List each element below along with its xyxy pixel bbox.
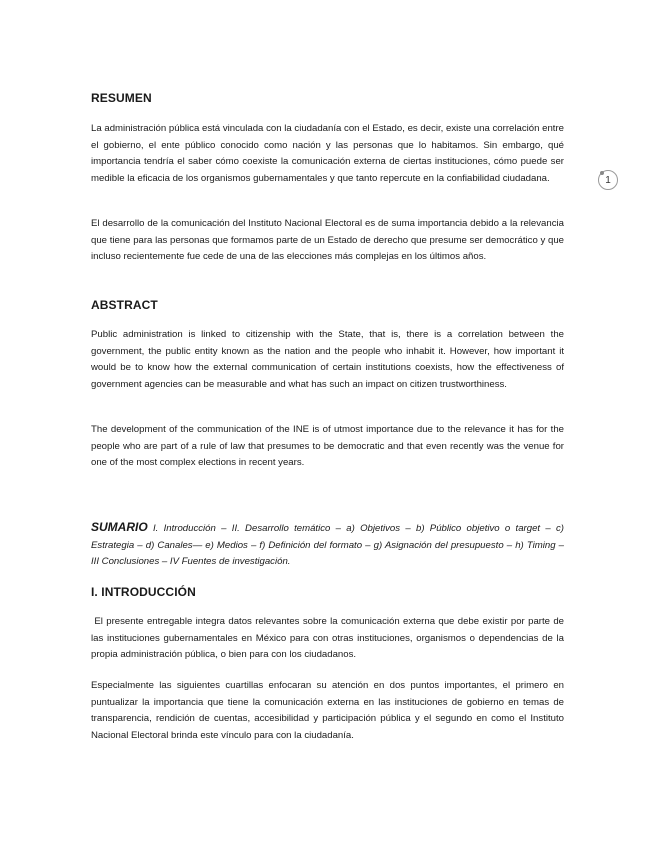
abstract-paragraph-1: Public administration is linked to citizenship with the State, that is, there is a correlation between the government, the public entity known as the nation and the people who inhabit it. However, how important it would be to know how the external communication of certain institutions coexists, how the effectiveness of government agencies can be measurable and what has such an impact on citizen trustworthiness. xyxy=(91,329,564,390)
abstract-paragraph-2: The development of the communication of the INE is of utmost importance due to the relevance it has for the people who are part of a rule of law that presumes to be democratic and that even recently was the venue for one of the most complex elections in recent years. xyxy=(91,424,564,469)
sumario-text: I. Introducción – II. Desarrollo temático – a) Objetivos – b) Público objetivo o target – c) Estrategia – d) Canales— e) Medios – f) Definición del formato – g) Asignación del presupuesto – h) Timing – III Conclusiones – IV Fuentes de investigación. xyxy=(91,523,564,568)
resumen-heading: RESUMEN xyxy=(91,91,152,105)
introduccion-paragraph-2: Especialmente las siguientes cuartillas enfocaran su atención en dos puntos importantes, el primero en puntualizar la importancia que tiene la comunicación externa en las instituciones de gobierno en temas de transparencia, rendición de cuentas, accesibilidad y participación pública y el segundo en como el Instituto Nacional Electoral brinda este vínculo para con la ciudadanía. xyxy=(91,680,564,741)
introduccion-heading: I. INTRODUCCIÓN xyxy=(91,585,196,599)
sumario-label: SUMARIO xyxy=(91,520,148,534)
sumario-paragraph xyxy=(91,519,564,571)
resumen-paragraph-2: El desarrollo de la comunicación del Instituto Nacional Electoral es de suma importancia debido a la relevancia que tiene para las personas que formamos parte de un Estado de derecho que presume ser democrático y que incluso recientemente fue cede de una de las elecciones más complejas en los últimos años. xyxy=(91,218,564,263)
page-number-badge: 1 xyxy=(598,170,618,190)
abstract-heading: ABSTRACT xyxy=(91,298,158,312)
resumen-paragraph-1: La administración pública está vinculada con la ciudadanía con el Estado, es decir, existe una correlación entre el gobierno, el ente público conocido como nación y las personas que lo habitamos. Sin embargo, qué importancia tendría el saber cómo coexiste la comunicación externa de ciertas instituciones, cómo puede ser medible la eficacia de los organismos gubernamentales y que tanto repercute en la confiabilidad ciudadana. xyxy=(91,123,564,184)
page-number-dot-icon xyxy=(600,171,604,175)
introduccion-paragraph-1: El presente entregable integra datos relevantes sobre la comunicación externa que debe existir por parte de las instituciones gubernamentales en México para con otras instituciones, organismos o dependencias de la propia administración pública, o bien para con los ciudadanos. xyxy=(91,616,567,661)
